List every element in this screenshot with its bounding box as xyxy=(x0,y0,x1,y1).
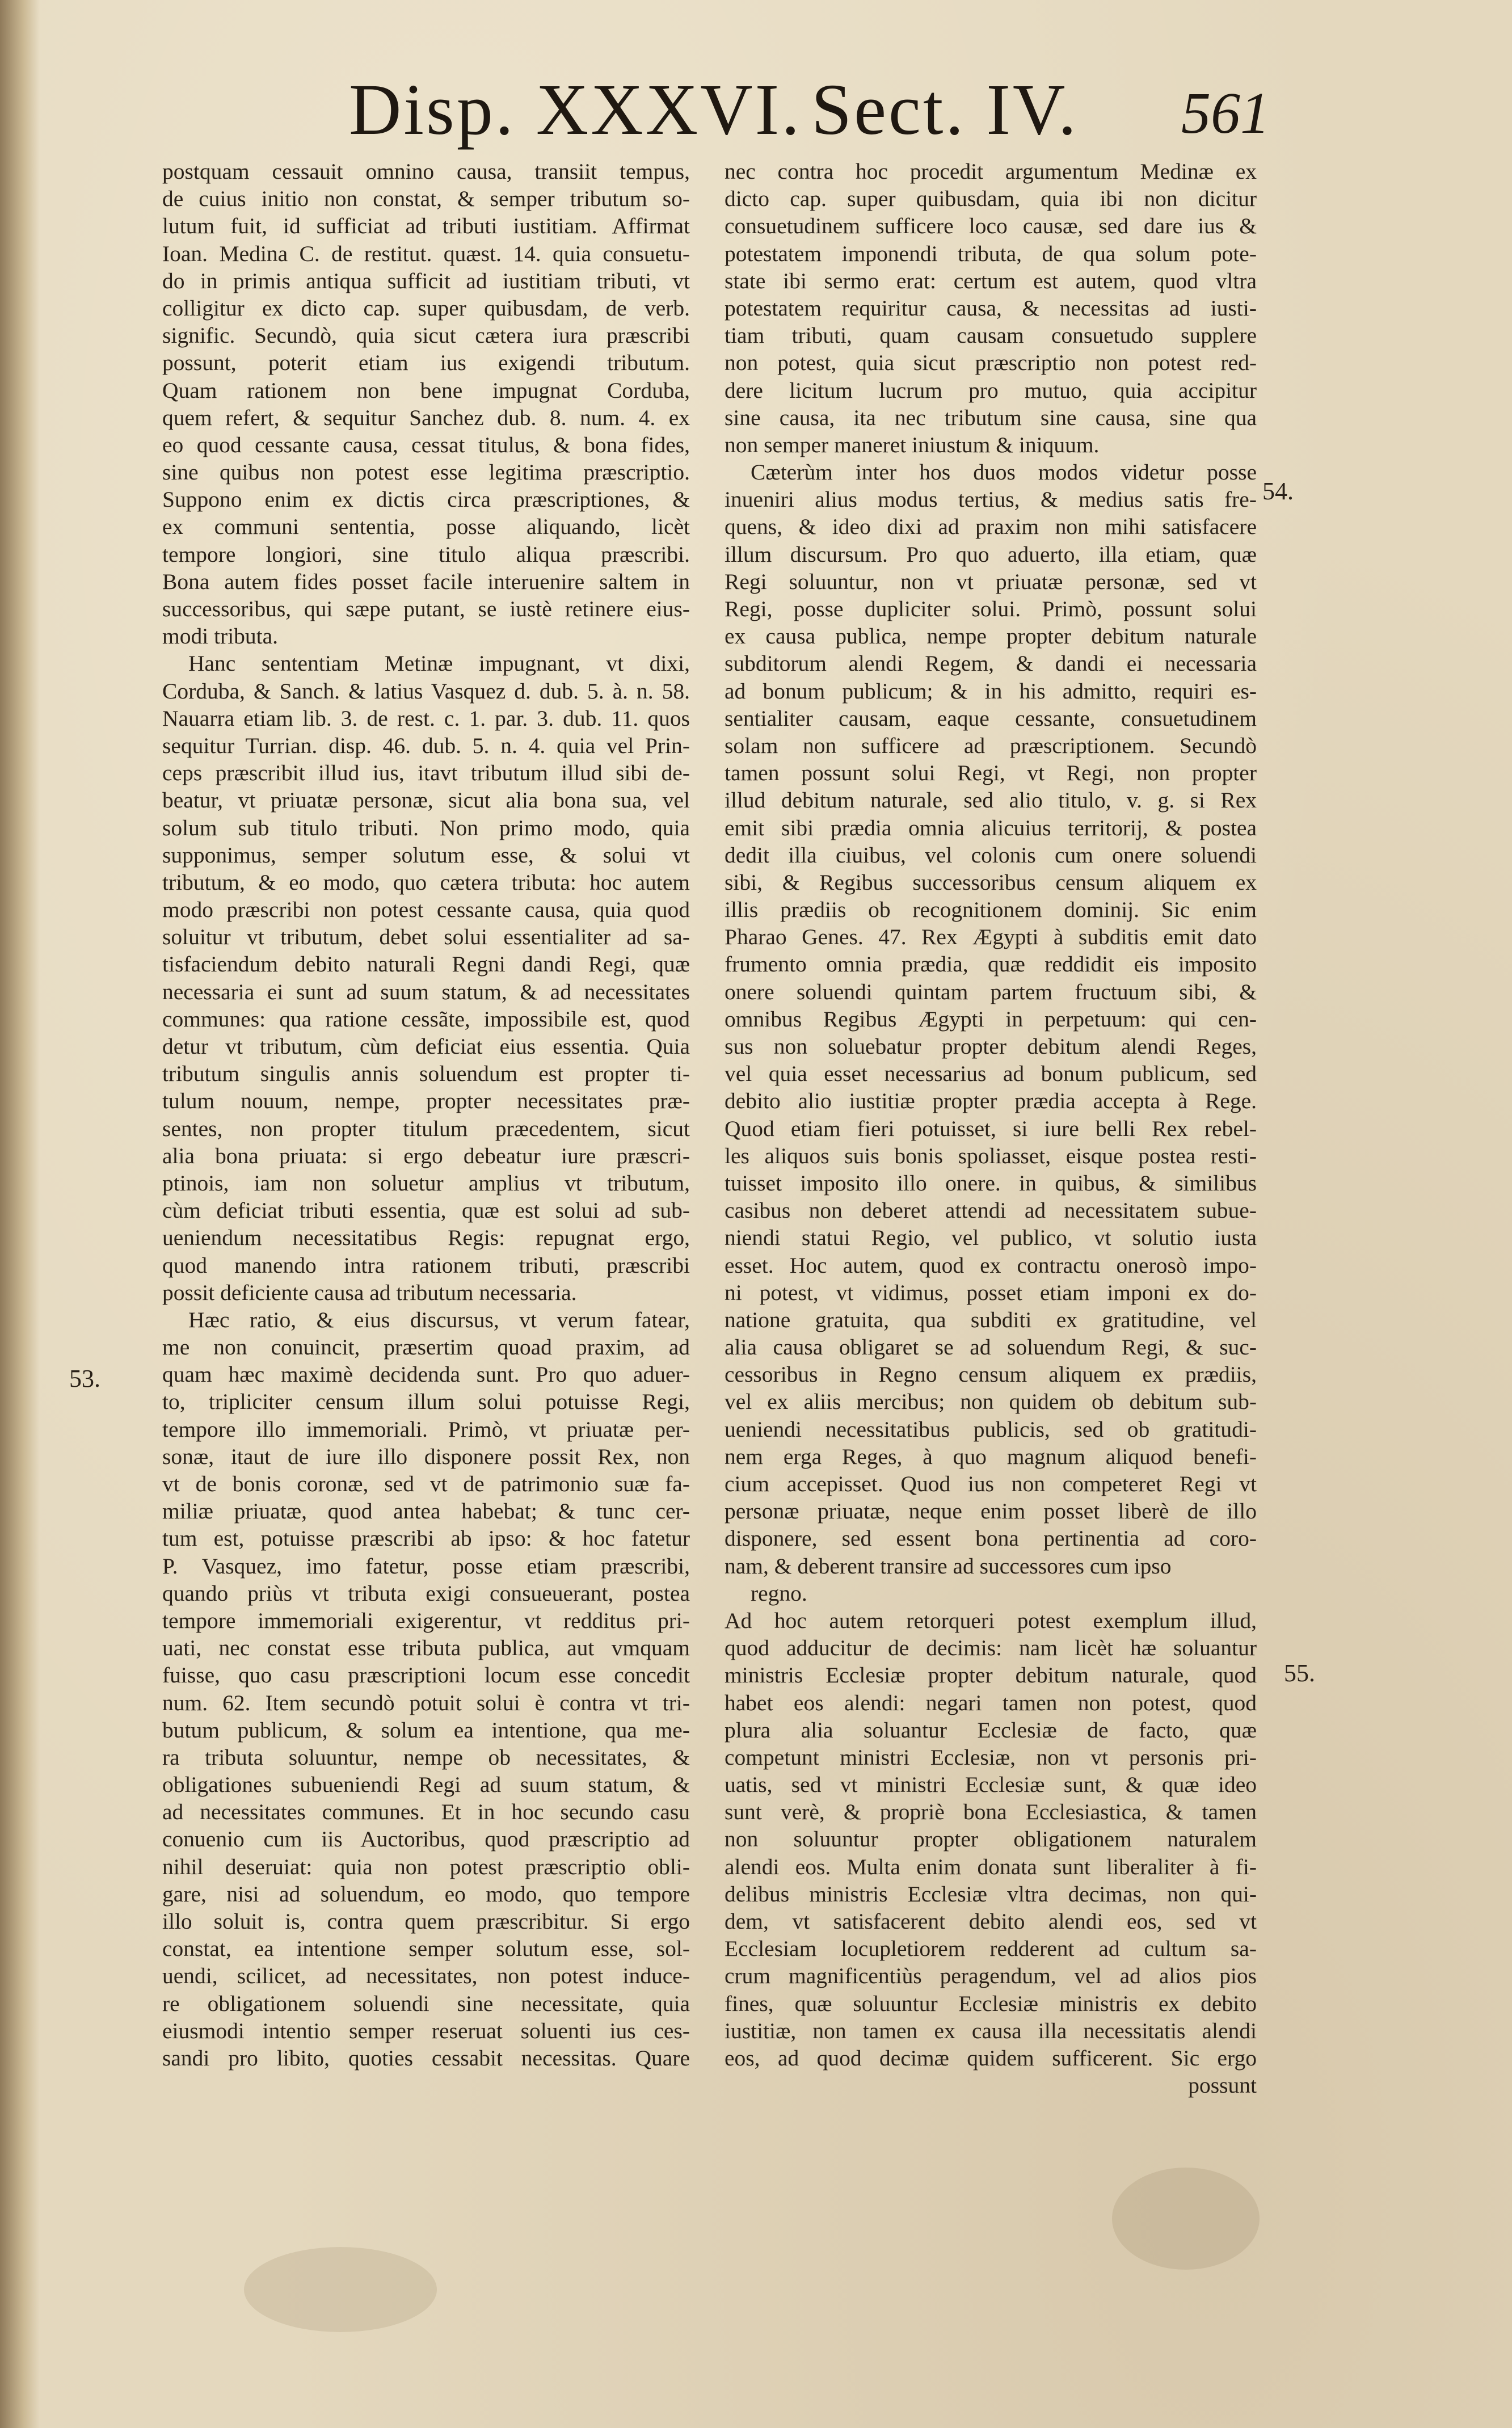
text-line: onere soluendi quintam partem fructuum sibi, & xyxy=(725,979,1257,1004)
right-text-column xyxy=(725,158,1257,2099)
text-line: inueniri alius modus tertius, & medius satis fre- xyxy=(725,487,1257,512)
text-line: sine causa, ita nec tributum sine causa, sine qua xyxy=(725,405,1257,430)
text-line: illum discursum. Pro quo aduerto, illa etiam, quæ xyxy=(725,541,1257,567)
text-line: re obligationem soluendi sine necessitate, quia xyxy=(162,1991,690,2016)
text-line: Bona autem fides posset facile interuenire saltem in xyxy=(162,569,690,594)
text-line: vel quia esset necessarius ad bonum publicum, sed xyxy=(725,1061,1257,1087)
text-line: delibus ministris Ecclesiæ vltra decimas, non qui- xyxy=(725,1881,1257,1907)
binding-gutter xyxy=(0,0,40,2428)
text-line: Pharao Genes. 47. Rex Ægypti à subditis emit dato xyxy=(725,924,1257,950)
text-line: miliæ priuatæ, quod antea habebat; & tunc cer- xyxy=(162,1499,690,1524)
text-line: butum publicum, & solum ea intentione, qua me- xyxy=(162,1717,690,1743)
text-line: state ibi sermo erat: certum est autem, quod vltra xyxy=(725,268,1257,293)
text-line: possit deficiente causa ad tributum necessaria. xyxy=(162,1280,577,1305)
text-line: Cæterùm inter hos duos modos videtur posse xyxy=(751,460,1257,485)
text-line: cessoribus in Regno censum aliquem ex prædiis, xyxy=(725,1362,1257,1387)
text-line: signific. Secundò, quia sicut cætera iura præscribi xyxy=(162,323,690,348)
section-heading: Sect. IV. xyxy=(811,69,1079,150)
text-line: successoribus, qui sæpe putant, se iustè retinere eius- xyxy=(162,596,690,621)
text-line: uendi, scilicet, ad necessitates, non potest induce- xyxy=(162,1963,690,1989)
text-line: sonæ, itaut de iure illo disponere possit Rex, non xyxy=(162,1444,690,1469)
text-line: potestatem requiritur causa, & necessitas ad iusti- xyxy=(725,295,1257,321)
text-line: modo præscribi non potest cessante causa, quia quod xyxy=(162,897,690,923)
text-line: Hanc sententiam Metinæ impugnant, vt dixi, xyxy=(188,651,690,676)
text-line: necessaria ei sunt ad suum statum, & ad necessitates xyxy=(162,979,690,1004)
text-line: illo soluit is, contra quem præscribitur. Si ergo xyxy=(162,1909,690,1934)
text-line: Corduba, & Sanch. & latius Vasquez d. dub. 5. à. n. 58. xyxy=(162,678,690,704)
paper-stain xyxy=(244,2247,437,2332)
text-line: tempore longiori, sine titulo aliqua præscribi. xyxy=(162,541,690,567)
text-line: casibus non deberet attendi ad necessitatem subue- xyxy=(725,1198,1257,1223)
text-line: obligationes subueniendi Regi ad suum statum, & xyxy=(162,1772,690,1798)
paper-stain xyxy=(1112,2168,1260,2270)
text-line: beatur, vt priuatæ personæ, sicut alia bona sua, vel xyxy=(162,788,690,813)
text-line: solum sub titulo tributi. Non primo modo, quia xyxy=(162,815,690,840)
text-line: tempore illo immemoriali. Primò, vt priuatæ per- xyxy=(162,1416,690,1442)
text-line: cùm deficiat tributi essentia, quæ est solui ad sub- xyxy=(162,1198,690,1223)
disputation-heading: Disp. XXXVI. xyxy=(349,69,802,150)
text-line: detur vt tributum, cùm deficiat eius essentia. Quia xyxy=(162,1034,690,1059)
text-line: constat, ea intentione semper solutum esse, sol- xyxy=(162,1936,690,1962)
text-line: do in primis antiqua sufficit ad iustitiam tributi, vt xyxy=(162,268,690,293)
text-line: quod manendo intra rationem tributi, præscribi xyxy=(162,1252,690,1278)
text-line: tributum singulis annis soluendum est propter ti- xyxy=(162,1061,690,1087)
text-line: tuisset imposito illo onere. in quibus, & similibus xyxy=(725,1170,1257,1196)
text-line: sentes, non propter titulum præcedentem, sicut xyxy=(162,1116,690,1141)
text-line: me non conuincit, præsertim quoad praxim, ad xyxy=(162,1335,690,1360)
text-line: lutum fuit, id sufficiat ad tributi iustitiam. Affirmat xyxy=(162,213,690,239)
margin-note-53: 53. xyxy=(69,1365,100,1392)
text-line: crum magnificentiùs peragendum, vel ad alios pios xyxy=(725,1963,1257,1989)
text-line: ptinois, iam non soluetur amplius vt tributum, xyxy=(162,1170,690,1196)
text-line: possunt, poterit etiam ius exigendi tributum. xyxy=(162,350,690,376)
left-text-column xyxy=(162,158,690,2072)
text-line: tempore immemoriali exigerentur, vt redditus pri- xyxy=(162,1608,690,1633)
margin-note-54: 54. xyxy=(1262,477,1294,505)
text-line: eos, ad quod decimæ quidem sufficerent. Sic ergo xyxy=(725,2045,1257,2071)
text-line: nam, & deberent transire ad successores cum ipso xyxy=(725,1553,1172,1579)
text-line: tum est, potuisse præscribi ab ipso: & hoc fatetur xyxy=(162,1526,690,1551)
text-line: Regi, posse dupliciter solui. Primò, possunt solui xyxy=(725,596,1257,621)
text-line: modi tributa. xyxy=(162,624,279,649)
text-line: non potest, quia sicut præscriptio non potest red- xyxy=(725,350,1257,376)
text-line: debito alio iustitiæ propter prædia accepta à Rege. xyxy=(725,1088,1257,1114)
text-line: sequitur Turrian. disp. 46. dub. 5. n. 4. quia vel Prin- xyxy=(162,733,690,758)
text-line: supponimus, semper solutum esse, & solui vt xyxy=(162,842,690,868)
text-line: illis prædiis ob recognitionem dominij. Sic enim xyxy=(725,897,1257,923)
catchword: possunt xyxy=(1188,2073,1257,2098)
text-line: ra tributa soluuntur, nempe ob necessitates, & xyxy=(162,1744,690,1770)
text-line: gare, nisi ad soluendum, eo modo, quo tempore xyxy=(162,1881,690,1907)
text-line: vt de bonis coronæ, sed vt de patrimonio suæ fa- xyxy=(162,1471,690,1496)
text-line: communes: qua ratione cessãte, impossibile est, quod xyxy=(162,1006,690,1032)
text-line: ex causa publica, nempe propter debitum naturale xyxy=(725,624,1257,649)
text-line: conuenio cum iis Auctoribus, quod præscriptio ad xyxy=(162,1827,690,1852)
text-line: ad necessitates communes. Et in hoc secundo casu xyxy=(162,1799,690,1825)
text-line: competunt ministri Ecclesiæ, non vt personis pri- xyxy=(725,1744,1257,1770)
text-line: tributum, & eo modo, quo cætera tributa: hoc autem xyxy=(162,869,690,895)
text-line: to, tripliciter censum illum solui potuisse Regi, xyxy=(162,1389,690,1415)
text-line: Ioan. Medina C. de restitut. quæst. 14. quia consuetu- xyxy=(162,241,690,266)
text-line: dedit illa ciuibus, vel colonis cum onere soluendi xyxy=(725,842,1257,868)
text-line: dem, vt satisfacerent debito alendi eos, sed vt xyxy=(725,1909,1257,1934)
text-line: alendi eos. Multa enim donata sunt liberaliter à fi- xyxy=(725,1854,1257,1879)
text-line: ex communi sententia, posse aliquando, licèt xyxy=(162,514,690,540)
text-line: consuetudinem sufficere loco causæ, sed dare ius & xyxy=(725,213,1257,239)
text-line: regno. xyxy=(751,1580,807,1606)
text-line: tisfaciendum debito naturali Regni dandi Regi, quæ xyxy=(162,952,690,977)
text-line: non semper maneret iniustum & iniquum. xyxy=(725,432,1100,457)
text-line: Nauarra etiam lib. 3. de rest. c. 1. par. 3. dub. 11. quos xyxy=(162,705,690,731)
text-line: non soluuntur propter obligationem naturalem xyxy=(725,1827,1257,1852)
text-line: Regi soluuntur, non vt priuatæ personæ, sed vt xyxy=(725,569,1257,594)
text-line: tulum nouum, nempe, propter necessitates præ- xyxy=(162,1088,690,1114)
margin-note-55: 55. xyxy=(1284,1659,1315,1687)
text-line: emit sibi prædia omnia alicuius territorij, & postea xyxy=(725,815,1257,840)
text-line: quens, & ideo dixi ad praxim non mihi satisfacere xyxy=(725,514,1257,540)
running-head xyxy=(340,67,1305,152)
text-line: sandi pro libito, quoties cessabit necessitas. Quare xyxy=(162,2045,690,2071)
text-line: fines, quæ soluuntur Ecclesiæ ministris ex debito xyxy=(725,1991,1257,2016)
text-line: ministris Ecclesiæ propter debitum naturale, quod xyxy=(725,1663,1257,1688)
text-line: Ad hoc autem retorqueri potest exemplum illud, xyxy=(725,1608,1257,1633)
text-line: eiusmodi intentio semper reseruat soluenti ius ces- xyxy=(162,2018,690,2043)
text-line: colligitur ex dicto cap. super quibusdam, de verb. xyxy=(162,295,690,321)
text-line: illud debitum naturale, sed alio titulo, v. g. si Rex xyxy=(725,788,1257,813)
text-line: P. Vasquez, imo fatetur, posse etiam præscribi, xyxy=(162,1553,690,1579)
text-line: postquam cessauit omnino causa, transiit tempus, xyxy=(162,159,690,184)
text-line: num. 62. Item secundò potuit solui è contra vt tri- xyxy=(162,1690,690,1715)
text-line: ceps præscribit illud ius, itavt tributum illud sibi de- xyxy=(162,760,690,786)
text-line: nec contra hoc procedit argumentum Medinæ ex xyxy=(725,159,1257,184)
text-line: plura alia soluantur Ecclesiæ de facto, quæ xyxy=(725,1717,1257,1743)
text-line: sunt verè, & propriè bona Ecclesiastica, & tamen xyxy=(725,1799,1257,1825)
text-line: eo quod cessante causa, cessat titulus, & bona fides, xyxy=(162,432,690,457)
text-line: ueniendi necessitatibus publicis, sed ob gratitudi- xyxy=(725,1416,1257,1442)
text-line: Suppono enim ex dictis circa præscriptiones, & xyxy=(162,487,690,512)
text-line: potestatem imponendi tributa, de qua solum pote- xyxy=(725,241,1257,266)
text-line: ni potest, vt vidimus, posset etiam imponi ex do- xyxy=(725,1280,1257,1305)
text-line: Hæc ratio, & eius discursus, vt verum fatear, xyxy=(188,1307,690,1332)
text-line: de cuius initio non constat, & semper tributum so- xyxy=(162,186,690,212)
text-line: dicto cap. super quibusdam, quia ibi non dicitur xyxy=(725,186,1257,212)
text-line: ueniendum necessitatibus Regis: repugnat ergo, xyxy=(162,1225,690,1251)
text-line: uati, nec constat esse tributa publica, aut vmquam xyxy=(162,1635,690,1661)
text-line: esset. Hoc autem, quod ex contractu onerosò impo- xyxy=(725,1252,1257,1278)
text-line: quam hæc maximè decidenda sunt. Pro quo aduer- xyxy=(162,1362,690,1387)
text-line: uatis, sed vt ministri Ecclesiæ sunt, & quæ ideo xyxy=(725,1772,1257,1798)
text-line: natione gratuita, qua subditi ex gratitudine, vel xyxy=(725,1307,1257,1332)
text-line: soluitur vt tributum, debet solui essentialiter ad sa- xyxy=(162,924,690,950)
text-line: tamen possunt solui Regi, vt Regi, non propter xyxy=(725,760,1257,786)
text-line: dere licitum lucrum pro mutuo, quia accipitur xyxy=(725,377,1257,403)
text-line: fuisse, quo casu præscriptioni locum esse concedit xyxy=(162,1663,690,1688)
text-line: frumento omnia prædia, quæ reddidit eis imposito xyxy=(725,952,1257,977)
text-line: nem erga Reges, à quo magnum aliquod benefi- xyxy=(725,1444,1257,1469)
text-line: solam non sufficere ad præscriptionem. Secundò xyxy=(725,733,1257,758)
text-line: vel ex aliis mercibus; non quidem ob debitum sub- xyxy=(725,1389,1257,1415)
text-line: iustitiæ, non tamen ex causa illa necessitatis alendi xyxy=(725,2018,1257,2043)
text-line: sine quibus non potest esse legitima præscriptio. xyxy=(162,460,690,485)
text-line: cium accepisset. Quod ius non competeret Regi vt xyxy=(725,1471,1257,1496)
text-line: subditorum alendi Regem, & dandi ei necessaria xyxy=(725,651,1257,676)
text-line: nihil deseruiat: quia non potest præscriptio obli- xyxy=(162,1854,690,1879)
text-line: Quod etiam fieri potuisset, si iure belli Rex rebel- xyxy=(725,1116,1257,1141)
text-line: sus non soluebatur propter debitum alendi Reges, xyxy=(725,1034,1257,1059)
text-line: alia causa obligaret se ad soluendum Regi, & suc- xyxy=(725,1335,1257,1360)
text-line: ad bonum publicum; & in his admitto, requiri es- xyxy=(725,678,1257,704)
text-line: Ecclesiam locupletiorem redderent ad cultum sa- xyxy=(725,1936,1257,1962)
text-line: tiam tributi, quam causam consuetudo supplere xyxy=(725,323,1257,348)
text-line: sibi, & Regibus successoribus censum aliquem ex xyxy=(725,869,1257,895)
text-line: Quam rationem non bene impugnat Corduba, xyxy=(162,377,690,403)
page-number: 561 xyxy=(1181,81,1270,146)
text-line: sentialiter causam, eaque cessante, consuetudinem xyxy=(725,705,1257,731)
text-line: disponere, sed essent bona pertinentia ad coro- xyxy=(725,1526,1257,1551)
text-line: quod adducitur de decimis: nam licèt hæ soluantur xyxy=(725,1635,1257,1661)
text-line: omnibus Regibus Ægypti in perpetuum: qui cen- xyxy=(725,1006,1257,1032)
text-line: quem refert, & sequitur Sanchez dub. 8. num. 4. ex xyxy=(162,405,690,430)
text-line: alia bona priuata: si ergo debeatur iure præscri- xyxy=(162,1143,690,1168)
text-line: les aliquos suis bonis spoliasset, eisque postea resti- xyxy=(725,1143,1257,1168)
text-line: quando priùs vt tributa exigi consueuerant, postea xyxy=(162,1580,690,1606)
text-line: habet eos alendi: negari tamen non potest, quod xyxy=(725,1690,1257,1715)
text-line: niendi statui Regio, vel publico, vt solutio iusta xyxy=(725,1225,1257,1251)
text-line: personæ priuatæ, neque enim posset liberè de illo xyxy=(725,1499,1257,1524)
